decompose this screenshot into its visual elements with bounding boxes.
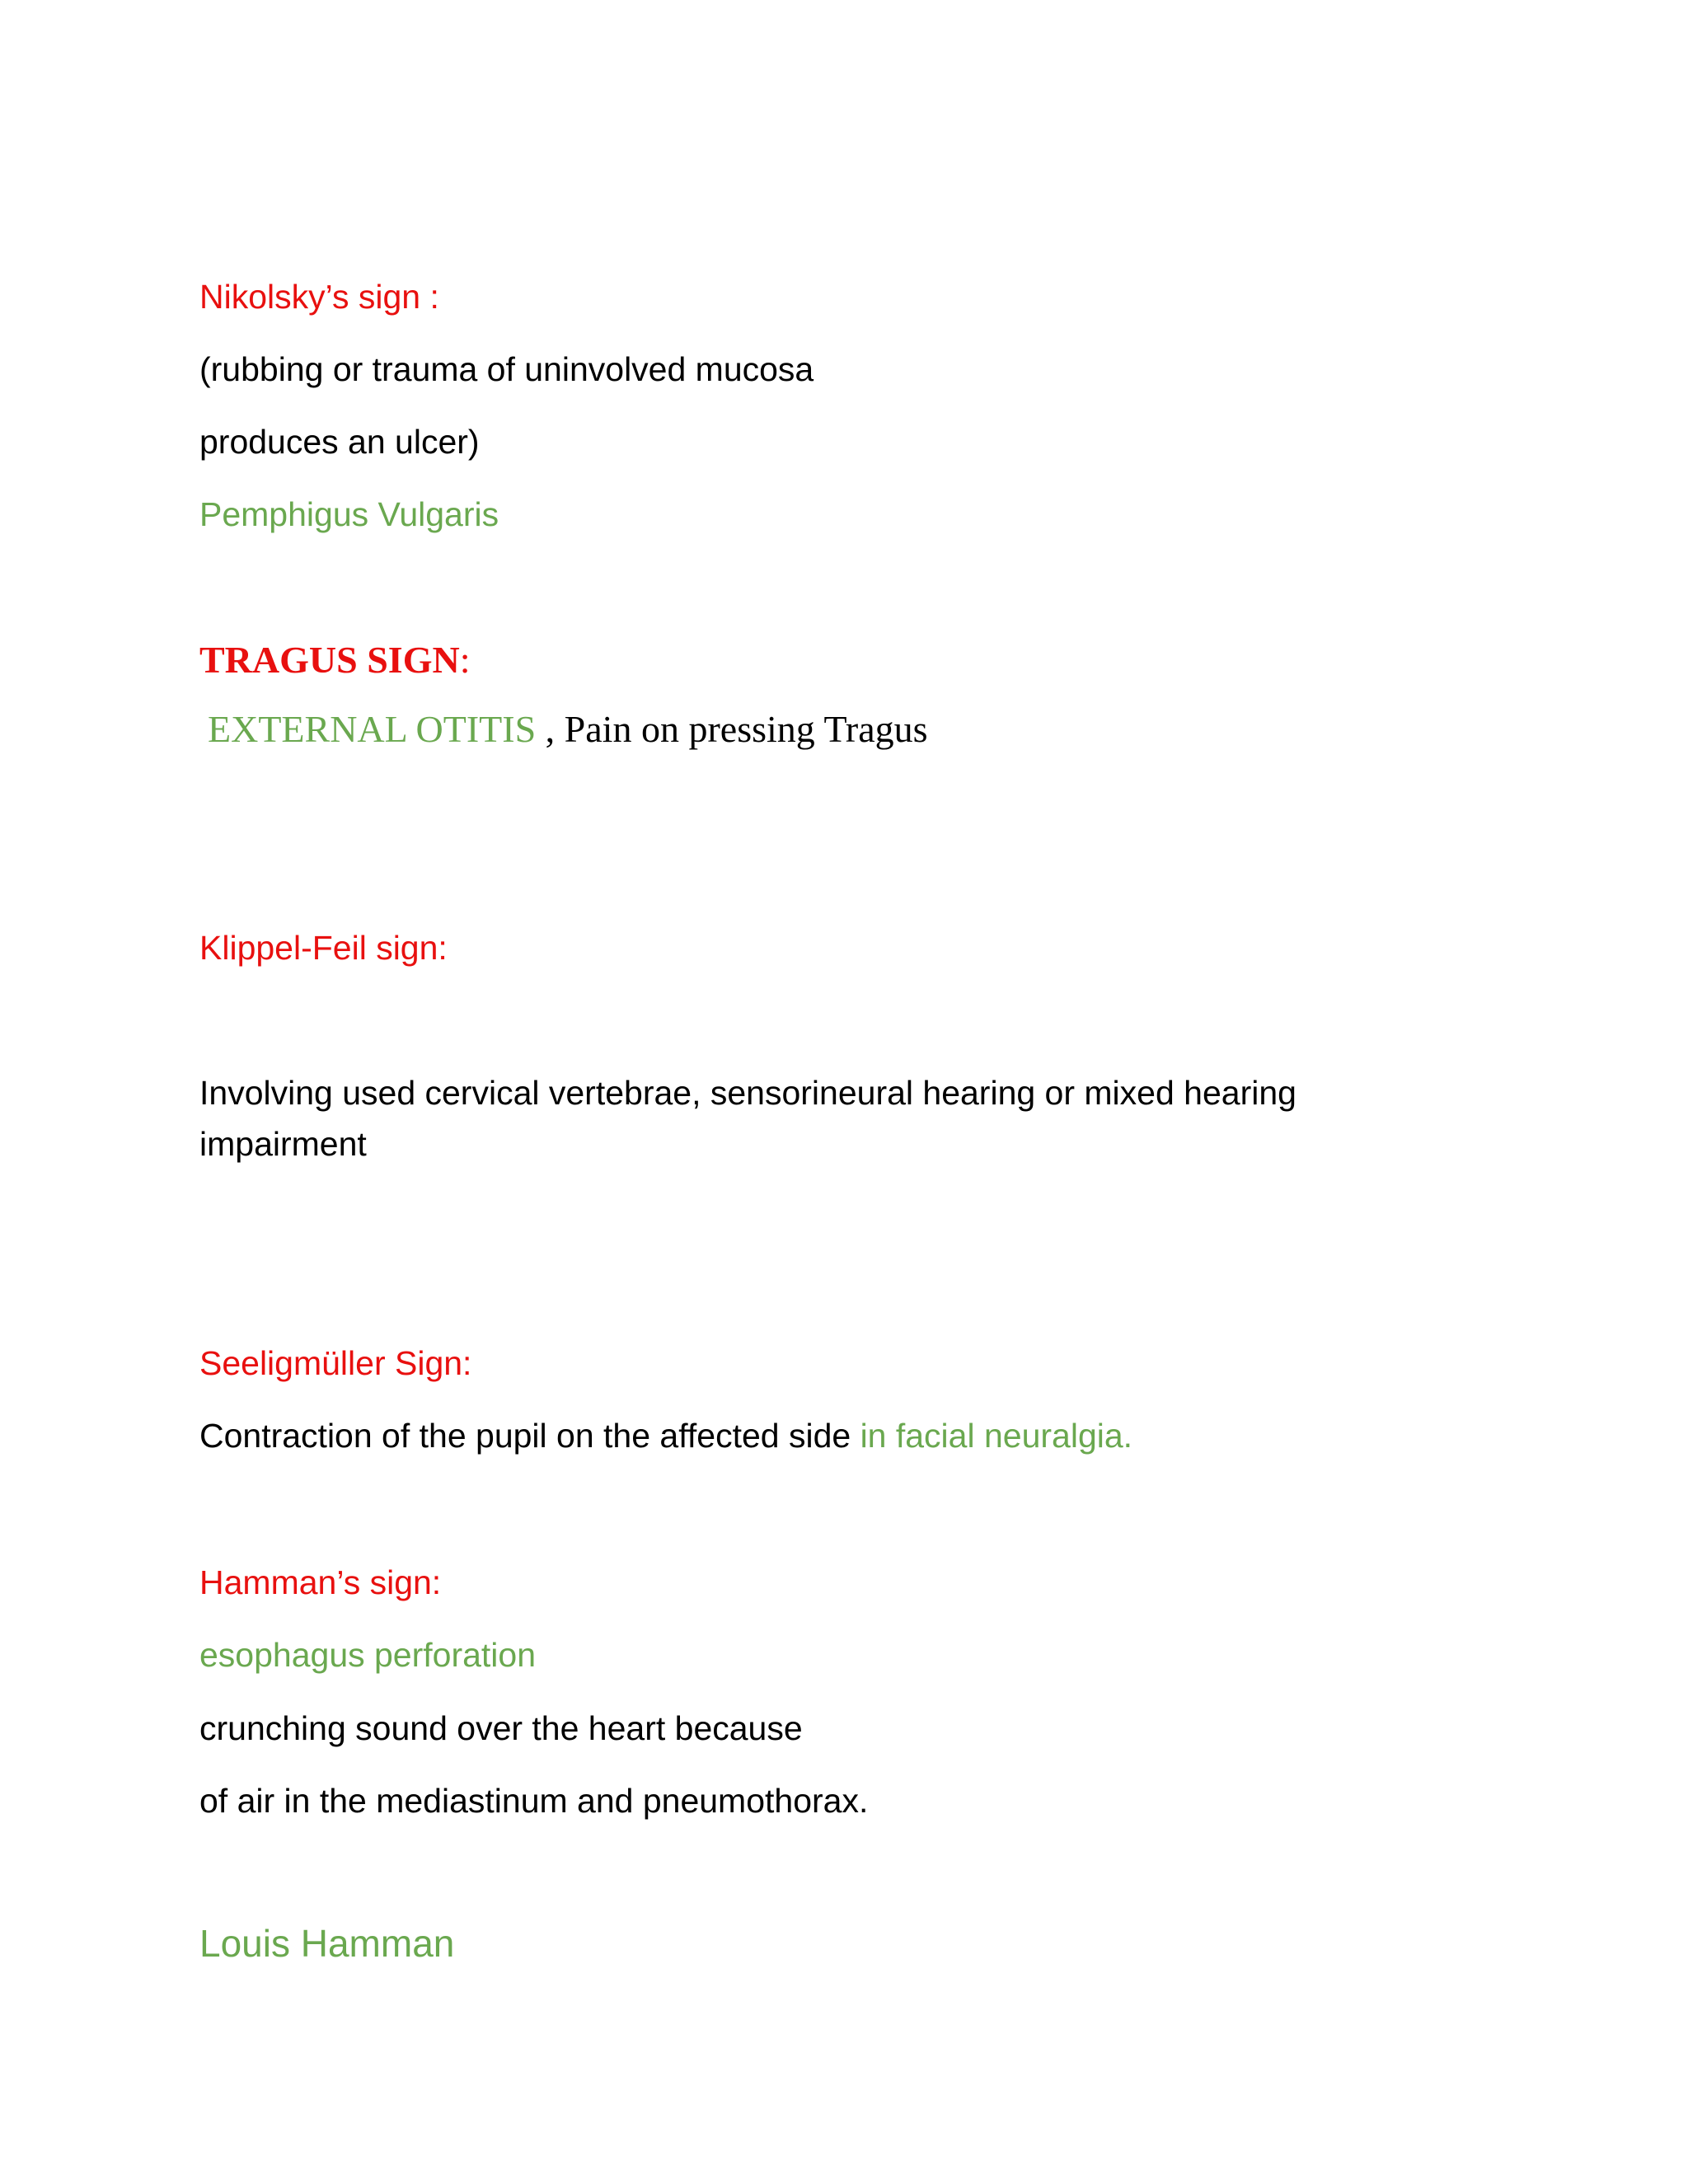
tragus-description bbox=[208, 707, 928, 752]
seeligmuller-condition: in facial neuralgia. bbox=[860, 1417, 1133, 1455]
hamman-heading: Hamman’s sign: bbox=[199, 1563, 442, 1601]
tragus-heading-text: TRAGUS SIGN bbox=[199, 639, 460, 681]
hamman-description-line-1: crunching sound over the heart because bbox=[199, 1709, 803, 1747]
klippel-feil-description: Involving used cervical vertebrae, sensorineural hearing or mixed hearing impairment bbox=[199, 1074, 1296, 1163]
nikolsky-description-line-2: produces an ulcer) bbox=[199, 423, 480, 461]
hamman-condition: esophagus perforation bbox=[199, 1636, 537, 1674]
seeligmuller-description bbox=[199, 1416, 1132, 1455]
nikolsky-condition: Pemphigus Vulgaris bbox=[199, 495, 499, 533]
hamman-description-line-2: of air in the mediastinum and pneumothorax. bbox=[199, 1782, 869, 1820]
nikolsky-heading: Nikolsky’s sign : bbox=[199, 278, 439, 316]
nikolsky-description-line-1: (rubbing or trauma of uninvolved mucosa bbox=[199, 350, 814, 388]
hamman-eponym: Louis Hamman bbox=[199, 1922, 455, 1965]
tragus-heading-colon: : bbox=[459, 639, 471, 681]
tragus-heading bbox=[199, 638, 470, 682]
tragus-condition: EXTERNAL OTITIS bbox=[208, 708, 537, 750]
seeligmuller-heading: Seeligmüller Sign: bbox=[199, 1344, 472, 1382]
seeligmuller-description-text: Contraction of the pupil on the affected side bbox=[199, 1417, 860, 1455]
tragus-description-text: , Pain on pressing Tragus bbox=[536, 708, 928, 750]
klippel-feil-heading: Klippel-Feil sign: bbox=[199, 929, 448, 967]
